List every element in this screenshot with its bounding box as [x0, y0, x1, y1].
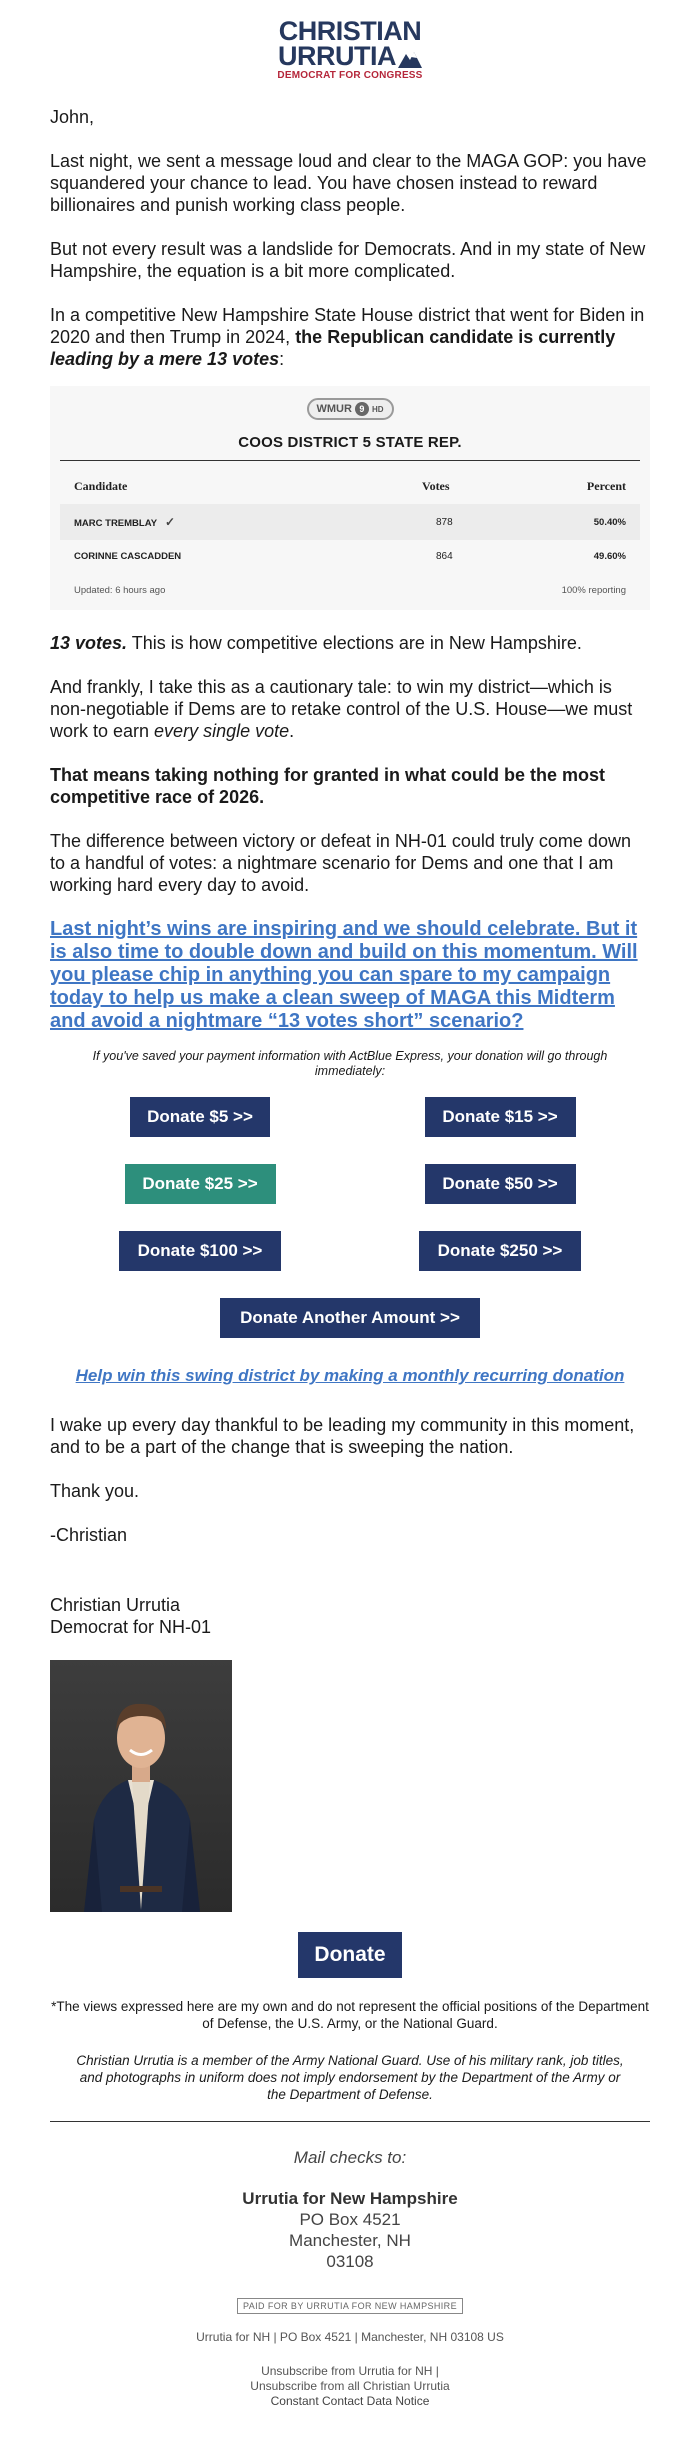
logo-last-name: URRUTIA — [278, 41, 396, 71]
wmur-logo-suffix: HD — [371, 404, 384, 414]
candidate-photo — [50, 1660, 232, 1912]
paragraph-3-bold: the Republican candidate is currently — [295, 327, 616, 347]
donate-cell — [50, 1231, 350, 1271]
mail-checks-heading: Mail checks to: — [293, 2148, 407, 2167]
wmur-logo-row — [60, 398, 640, 420]
updated-time: Updated: 6 hours ago — [74, 585, 166, 596]
votes-cell: 878 — [408, 504, 516, 540]
unsubscribe-all-link[interactable]: Unsubscribe from all Christian Urrutia — [250, 2379, 450, 2393]
table-row — [60, 504, 640, 540]
paid-for-notice: PAID FOR BY URRUTIA FOR NEW HAMPSHIRE — [237, 2298, 463, 2314]
candidate-name: MARC TREMBLAY — [74, 518, 158, 529]
paragraph-5 — [50, 676, 650, 742]
signature-title: Democrat for NH-01 — [50, 1617, 212, 1637]
votes-cell: 864 — [408, 540, 516, 573]
reporting-status: 100% reporting — [561, 585, 626, 596]
results-header-row — [60, 469, 640, 504]
paragraph-4 — [50, 632, 650, 654]
mountain-icon — [398, 50, 422, 68]
mail-line-1: PO Box 4521 — [299, 2210, 401, 2229]
header-votes: Votes — [422, 479, 450, 493]
thank-you: Thank you. — [50, 1481, 140, 1501]
wmur-logo-text: WMUR — [316, 403, 352, 415]
header-candidate: Candidate — [74, 479, 128, 493]
divider — [50, 2121, 650, 2122]
donate-another-amount-button[interactable]: Donate Another Amount >> — [220, 1298, 480, 1338]
paragraph-5-end: . — [289, 721, 295, 741]
campaign-logo — [0, 0, 700, 81]
wmur-logo — [307, 398, 394, 420]
actblue-express-note: If you've saved your payment information with ActBlue Express, your donation will go through immediately: — [92, 1049, 608, 1078]
donate-cell — [350, 1231, 650, 1271]
checkmark-icon: ✓ — [165, 515, 176, 529]
signature-block — [50, 1594, 650, 1638]
logo-first-name: CHRISTIAN — [278, 16, 422, 46]
mail-line-3: 03108 — [326, 2252, 374, 2271]
percent-cell: 49.60% — [516, 540, 640, 573]
donate-button[interactable]: Donate — [298, 1932, 402, 1978]
mail-line-2: Manchester, NH — [289, 2231, 411, 2250]
footer-address: Urrutia for NH | PO Box 4521 | Manchester, NH 03108 US — [196, 2330, 504, 2344]
paragraph-6 — [50, 764, 650, 808]
donate-50-button[interactable]: Donate $50 >> — [425, 1164, 576, 1204]
donate-cell — [350, 1164, 650, 1204]
paragraph-8: I wake up every day thankful to be leading my community in this moment, and to be a part of the change that is sweeping the nation. — [50, 1415, 635, 1457]
data-notice-link[interactable]: Constant Contact Data Notice — [270, 2394, 430, 2408]
paragraph-3-plain: In a competitive New Hampshire State House district that went for Biden in 2020 and then Trump in 2024, — [50, 305, 645, 347]
results-title: COOS DISTRICT 5 STATE REP. — [60, 434, 640, 461]
donate-cell — [350, 1097, 650, 1137]
candidate-cell — [60, 504, 408, 540]
disclaimer-views: *The views expressed here are my own and do not represent the official positions of the Department of Defense, the U.S. Army, or the National Guard. — [51, 1999, 649, 2031]
paragraph-5-text: And frankly, I take this as a cautionary tale: to win my district—which is non-negotiable if Dems are to retake control of the U.S. House—we must work to earn — [50, 677, 633, 741]
greeting: John, — [50, 107, 95, 127]
paragraph-2: But not every result was a landslide for Democrats. And in my state of New Hampshire, the equation is a bit more complicated. — [50, 239, 646, 281]
results-footer — [60, 573, 640, 598]
header-percent: Percent — [586, 479, 626, 493]
donate-cell — [50, 1097, 350, 1137]
paragraph-3 — [50, 304, 650, 370]
paragraph-6-bold: That means taking nothing for granted in what could be the most competitive race of 2026. — [50, 765, 606, 807]
paragraph-4-rest: This is how competitive elections are in New Hampshire. — [127, 633, 582, 653]
donate-button-grid — [50, 1097, 650, 1271]
unsubscribe-block — [50, 2364, 650, 2409]
logo-tagline: DEMOCRAT FOR CONGRESS — [277, 70, 423, 81]
wmur-logo-number: 9 — [355, 402, 369, 416]
table-row — [60, 540, 640, 573]
donate-another-row — [50, 1298, 650, 1338]
election-results-card — [50, 386, 650, 610]
results-table — [60, 469, 640, 573]
unsubscribe-campaign-link[interactable]: Unsubscribe from Urrutia for NH | — [261, 2364, 439, 2378]
donation-appeal-link[interactable]: Last night’s wins are inspiring and we should celebrate. But it is also time to double down and build on this momentum. Will you please chip in anything you can spare to my campaign today to help us make a clean sweep of MAGA this Midterm and avoid a nightmare “13 votes short” scenario? — [50, 918, 638, 1032]
mail-org: Urrutia for New Hampshire — [242, 2189, 458, 2208]
paragraph-3-bold-italic: leading by a mere 13 votes — [50, 349, 280, 369]
disclaimer-military: Christian Urrutia is a member of the Army National Guard. Use of his military rank, job titles, and photographs in uniform does not imply endorsement by the Department of the Army or the Department of Defense. — [76, 2053, 624, 2102]
paragraph-3-end: : — [279, 349, 285, 369]
monthly-donation-link[interactable]: Help win this swing district by making a monthly recurring donation — [75, 1366, 625, 1385]
donate-25-button[interactable]: Donate $25 >> — [125, 1164, 276, 1204]
signature-name: Christian Urrutia — [50, 1595, 181, 1615]
email-body — [0, 106, 700, 2409]
donate-cell — [50, 1164, 350, 1204]
percent-cell: 50.40% — [516, 504, 640, 540]
donate-250-button[interactable]: Donate $250 >> — [419, 1231, 581, 1271]
paid-for-row — [50, 2298, 650, 2314]
candidate-name: CORINNE CASCADDEN — [60, 540, 408, 573]
paragraph-5-italic: every single vote — [154, 721, 290, 741]
logo-last-name-row — [278, 41, 422, 71]
donate-15-button[interactable]: Donate $15 >> — [425, 1097, 576, 1137]
paragraph-1: Last night, we sent a message loud and clear to the MAGA GOP: you have squandered your chance to lead. You have chosen instead to reward billionaires and punish working class people. — [50, 151, 647, 215]
mailing-address — [50, 2188, 650, 2272]
paragraph-7: The difference between victory or defeat in NH-01 could truly come down to a handful of votes: a nightmare scenario for Dems and one that I am working hard every day to avoid. — [50, 831, 631, 895]
signoff: -Christian — [50, 1525, 128, 1545]
donate-100-button[interactable]: Donate $100 >> — [119, 1231, 281, 1271]
donate-5-button[interactable]: Donate $5 >> — [130, 1097, 270, 1137]
donate-big-row — [50, 1932, 650, 1978]
paragraph-4-bold-italic: 13 votes. — [50, 633, 128, 653]
